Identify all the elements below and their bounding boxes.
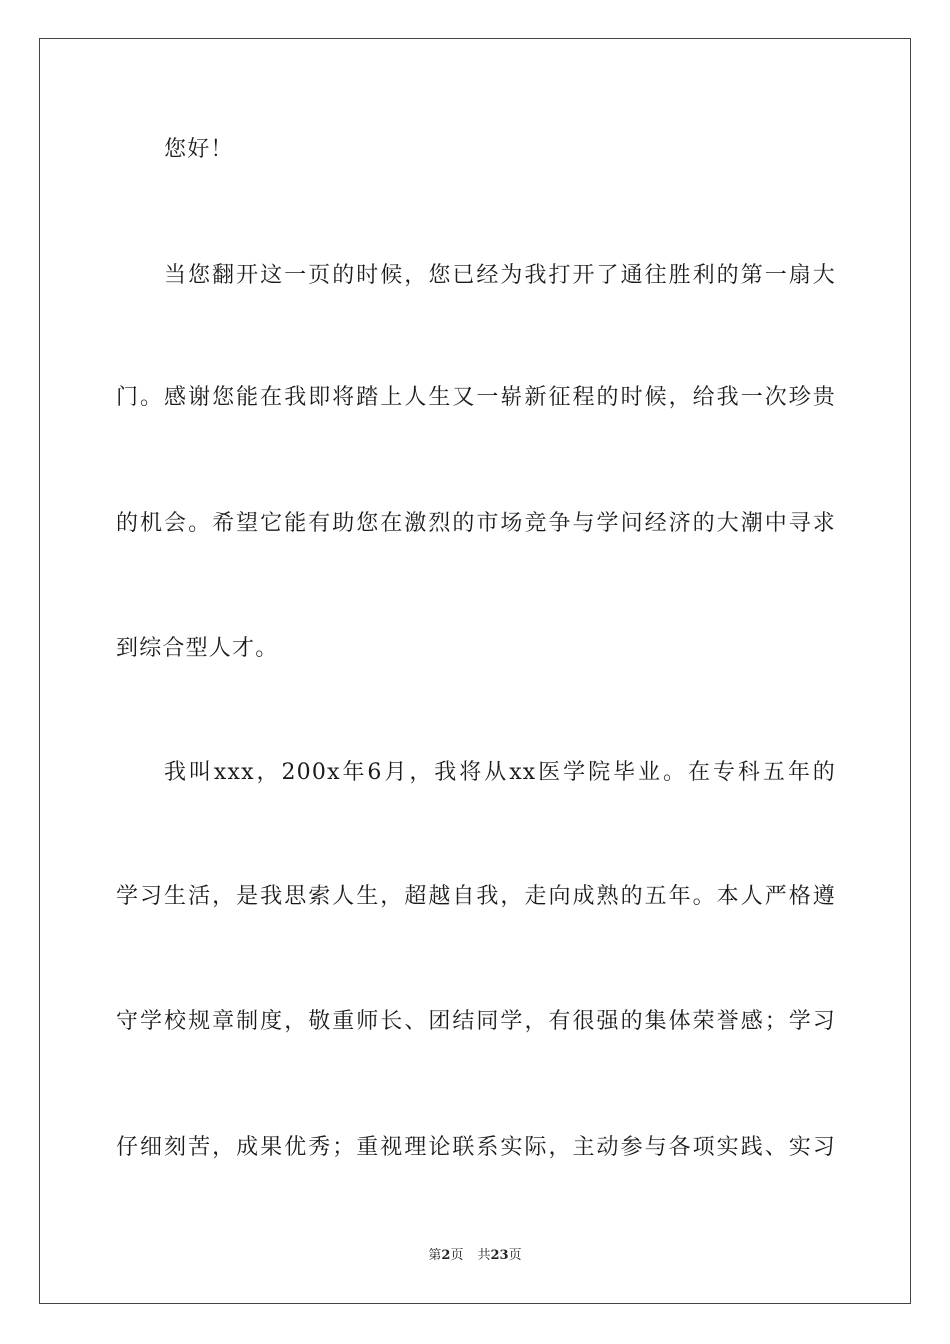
footer-page-suffix: 页 (450, 1248, 464, 1263)
paragraph-1-line-1: 当您翻开这一页的时候，您已经为我打开了通往胜利的第一扇大 (164, 263, 836, 288)
footer-page-prefix: 第 (428, 1248, 442, 1263)
greeting-line: 您好！ (164, 137, 234, 162)
paragraph-2-line-4: 仔细刻苦，成果优秀；重视理论联系实际，主动参与各项实践、实习 (116, 1135, 836, 1160)
footer-total-prefix: 共 (477, 1248, 491, 1263)
footer-page-total: 23 (490, 1248, 509, 1263)
page-border (39, 38, 911, 1304)
footer-total-suffix: 页 (508, 1248, 522, 1263)
paragraph-1-line-3: 的机会。希望它能有助您在激烈的市场竞争与学问经济的大潮中寻求 (116, 511, 836, 536)
paragraph-2-line-2: 学习生活，是我思索人生，超越自我，走向成熟的五年。本人严格遵 (116, 884, 836, 909)
paragraph-2-line-3: 守学校规章制度，敬重师长、团结同学，有很强的集体荣誉感；学习 (116, 1009, 836, 1034)
paragraph-1-line-2: 门。感谢您能在我即将踏上人生又一崭新征程的时候，给我一次珍贵 (116, 385, 836, 410)
paragraph-2-line-1: 我叫xxx，200x年6月，我将从xx医学院毕业。在专科五年的 (164, 760, 836, 785)
paragraph-1-line-4: 到综合型人才。 (116, 636, 279, 661)
footer-page-current: 2 (441, 1248, 451, 1263)
page-footer (0, 1247, 950, 1265)
